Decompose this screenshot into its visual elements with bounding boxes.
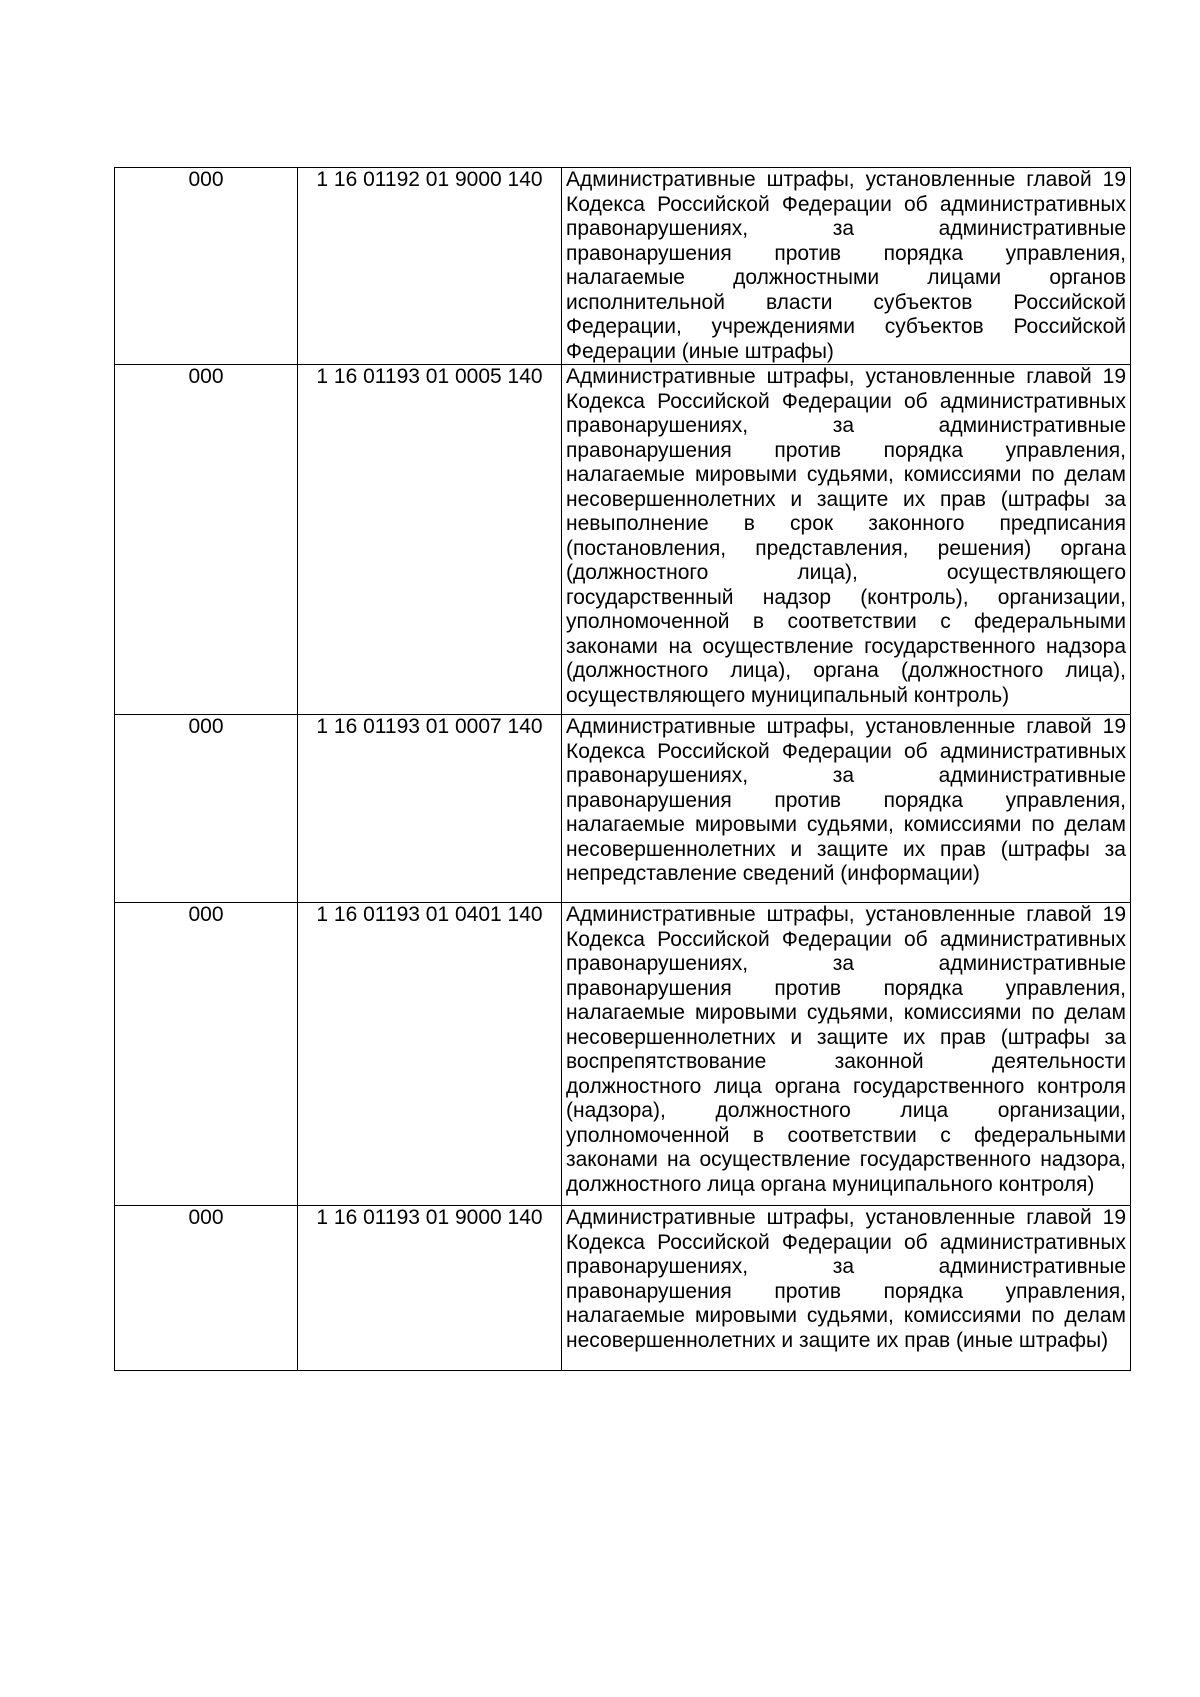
description-cell: Административные штрафы, установленные главой 19 Кодекса Российской Федерации об административных правонарушениях, за административные правонарушения против порядка управления, налагаемые мировыми судьями, комиссиями по делам несовершеннолетних и защите их прав (штрафы за непредставление сведений (информации): [562, 715, 1131, 903]
admin-code-cell: 000: [115, 168, 298, 365]
table-row: [115, 365, 1131, 715]
admin-code-cell: 000: [115, 903, 298, 1206]
table-row: [115, 715, 1131, 903]
description-cell: Административные штрафы, установленные главой 19 Кодекса Российской Федерации об административных правонарушениях, за административные правонарушения против порядка управления, налагаемые мировыми судьями, комиссиями по делам несовершеннолетних и защите их прав (иные штрафы): [562, 1206, 1131, 1371]
admin-code-cell: 000: [115, 1206, 298, 1371]
table-row: [115, 1206, 1131, 1371]
admin-code-cell: 000: [115, 365, 298, 715]
table-row: [115, 168, 1131, 365]
kbk-code-cell: 1 16 01193 01 0005 140: [298, 365, 562, 715]
kbk-code-cell: 1 16 01193 01 0401 140: [298, 903, 562, 1206]
table-row: [115, 903, 1131, 1206]
description-cell: Административные штрафы, установленные главой 19 Кодекса Российской Федерации об административных правонарушениях, за административные правонарушения против порядка управления, налагаемые должностными лицами органов исполнительной власти субъектов Российской Федерации, учреждениями субъектов Российской Федерации (иные штрафы): [562, 168, 1131, 365]
admin-code-cell: 000: [115, 715, 298, 903]
budget-code-table: [114, 167, 1131, 1371]
kbk-code-cell: 1 16 01193 01 0007 140: [298, 715, 562, 903]
description-cell: Административные штрафы, установленные главой 19 Кодекса Российской Федерации об административных правонарушениях, за административные правонарушения против порядка управления, налагаемые мировыми судьями, комиссиями по делам несовершеннолетних и защите их прав (штрафы за воспрепятствование законной деятельности должностного лица органа государственного контроля (надзора), должностного лица организации, уполномоченной в соответствии с федеральными законами на осуществление государственного надзора, должностного лица органа муниципального контроля): [562, 903, 1131, 1206]
kbk-code-cell: 1 16 01193 01 9000 140: [298, 1206, 562, 1371]
kbk-code-cell: 1 16 01192 01 9000 140: [298, 168, 562, 365]
description-cell: Административные штрафы, установленные главой 19 Кодекса Российской Федерации об административных правонарушениях, за административные правонарушения против порядка управления, налагаемые мировыми судьями, комиссиями по делам несовершеннолетних и защите их прав (штрафы за невыполнение в срок законного предписания (постановления, представления, решения) органа (должностного лица), осуществляющего государственный надзор (контроль), организации, уполномоченной в соответствии с федеральными законами на осуществление государственного надзора (должностного лица), органа (должностного лица), осуществляющего муниципальный контроль): [562, 365, 1131, 715]
